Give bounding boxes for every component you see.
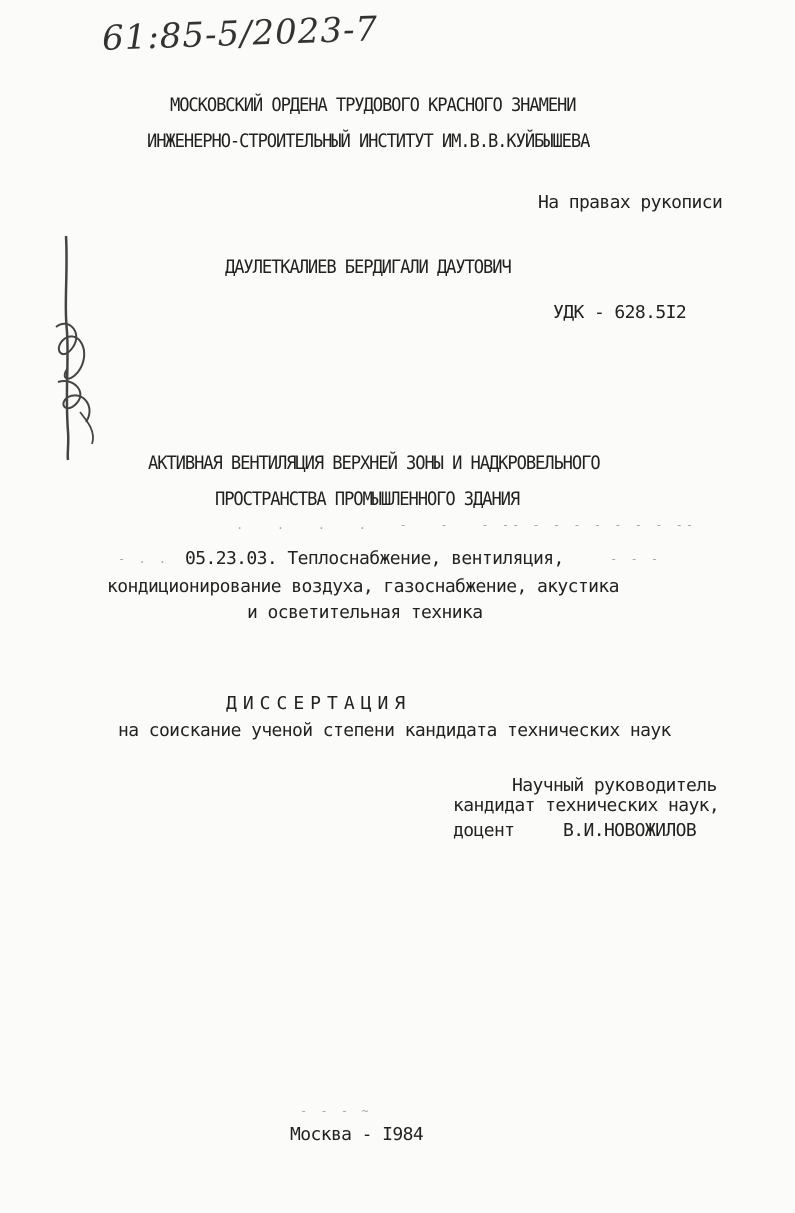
dissertation-heading: ДИССЕРТАЦИЯ xyxy=(226,693,412,714)
faint-separator: . . . . - - - -- - - - - - - - -- xyxy=(236,518,697,532)
specialty-line-2: кондиционирование воздуха, газоснабжение, акустика xyxy=(107,576,619,597)
faint-footer-marks: - - - ~ xyxy=(300,1104,372,1118)
dissertation-subheading: на соискание ученой степени кандидата технических наук xyxy=(118,720,671,741)
place-and-year: Москва - I984 xyxy=(290,1124,424,1145)
manuscript-rights-note: На правах рукописи xyxy=(538,192,723,213)
supervisor-name: В.И.НОВОЖИЛОВ xyxy=(563,820,697,841)
dissertation-title-line-1: АКТИВНАЯ ВЕНТИЛЯЦИЯ ВЕРХНЕЙ ЗОНЫ И НАДКРОВЕЛЬНОГО xyxy=(148,452,600,474)
institute-line-1: МОСКОВСКИЙ ОРДЕНА ТРУДОВОГО КРАСНОГО ЗНАМЕНИ xyxy=(170,94,576,116)
author-name: ДАУЛЕТКАЛИЕВ БЕРДИГАЛИ ДАУТОВИЧ xyxy=(225,256,511,278)
dissertation-title-line-2: ПРОСТРАНСТВА ПРОМЫШЛЕННОГО ЗДАНИЯ xyxy=(215,488,520,510)
handwritten-catalog-number: 61:85-5/2023-7 xyxy=(101,9,379,59)
institute-line-2: ИНЖЕНЕРНО-СТРОИТЕЛЬНЫЙ ИНСТИТУТ ИМ.В.В.КУЙБЫШЕВА xyxy=(147,130,590,152)
faint-separator-left: - . . xyxy=(118,552,170,566)
specialty-line-1: 05.23.03. Теплоснабжение, вентиляция, xyxy=(185,548,564,569)
supervisor-degree: кандидат технических наук, xyxy=(453,795,720,816)
udk-code: УДК - 628.5I2 xyxy=(553,302,687,323)
faint-separator-right: - - - xyxy=(610,552,662,566)
supervisor-label: Научный руководитель xyxy=(512,775,717,796)
supervisor-position: доцент xyxy=(453,820,515,841)
margin-signature-icon xyxy=(38,232,108,462)
specialty-line-3: и осветительная техника xyxy=(247,602,483,623)
